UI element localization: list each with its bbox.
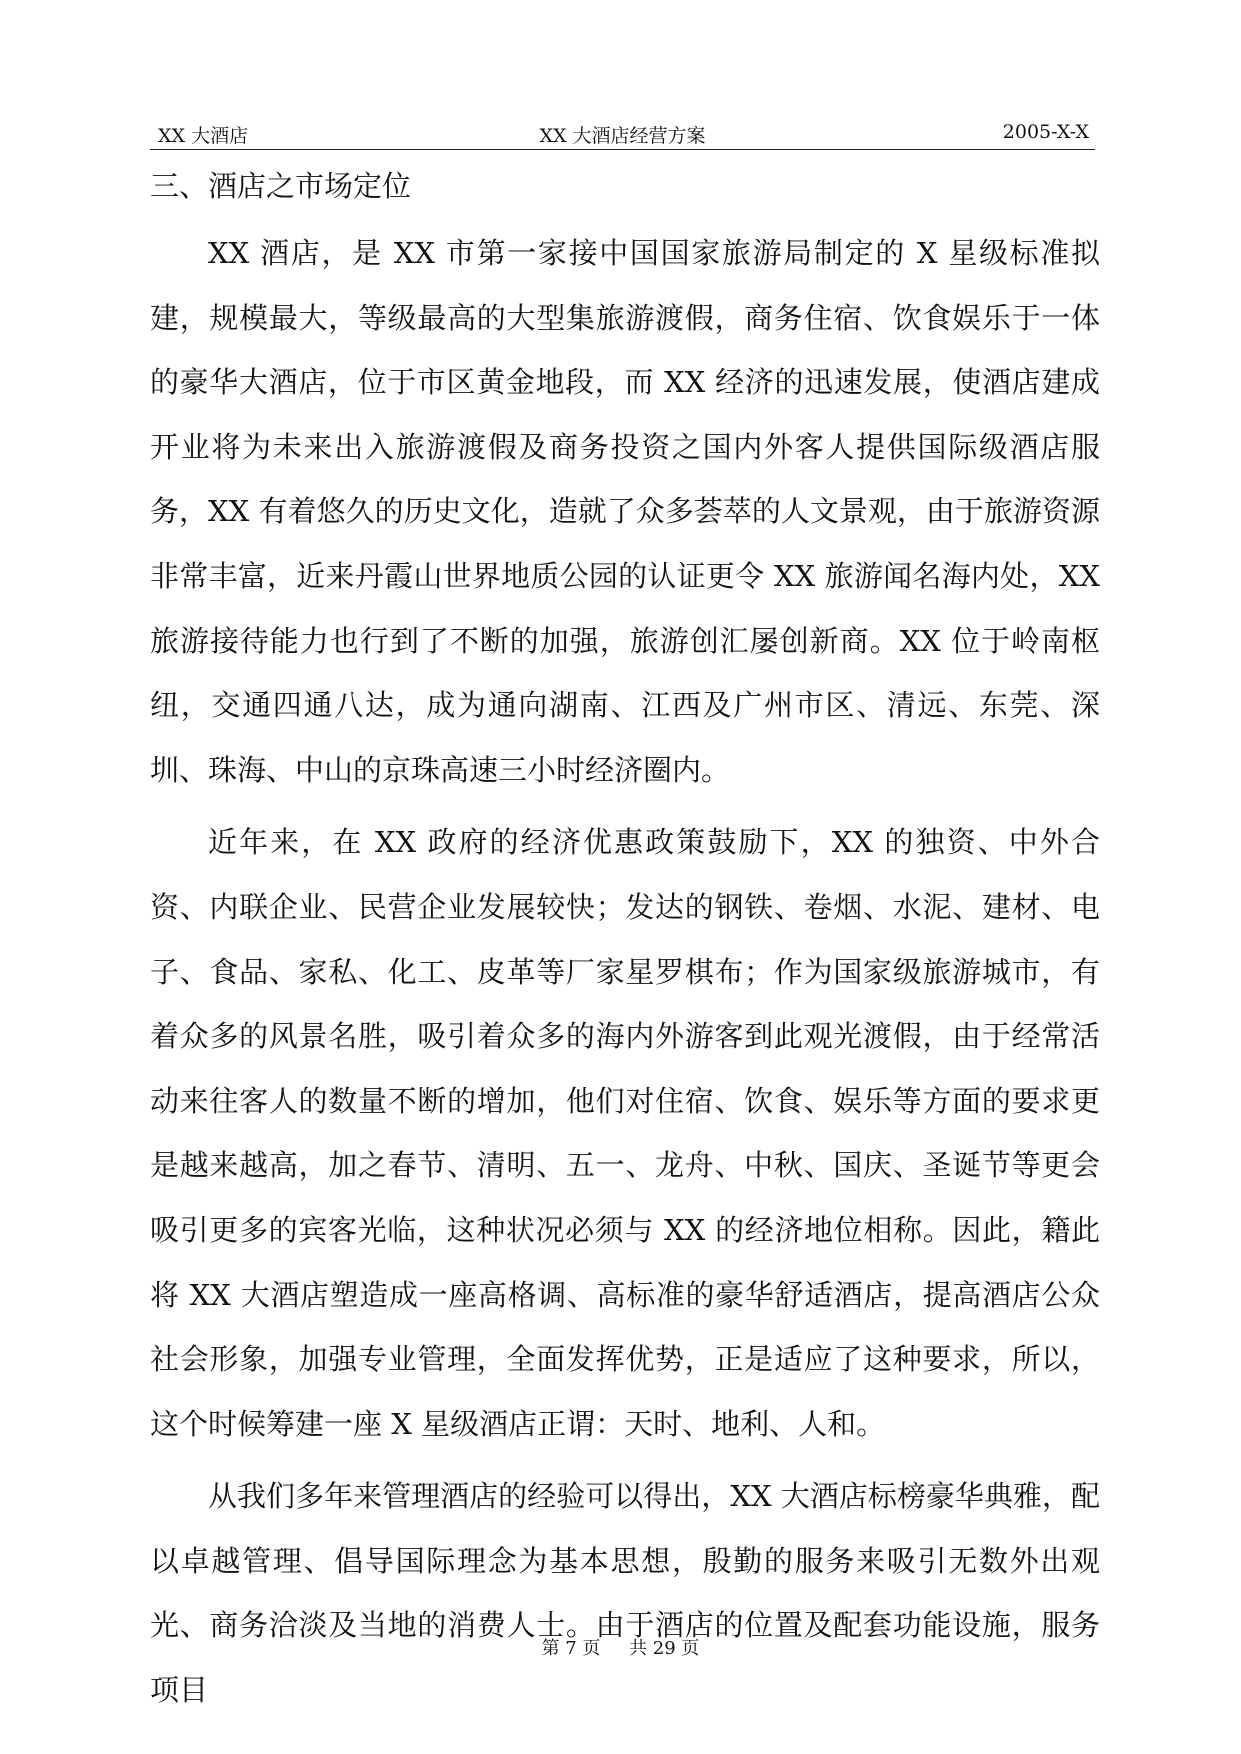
document-body xyxy=(150,157,1100,1723)
header-document-title: XX 大酒店经营方案 xyxy=(539,125,706,147)
paragraph-market-position: XX 酒店，是 XX 市第一家接中国国家旅游局制定的 X 星级标准拟建，规模最大，等级最高的大型集旅游渡假，商务住宿、饮食娱乐于一体的豪华大酒店，位于市区黄金地段，而 XX 经济的迅速发展，使酒店建成开业将为未来出入旅游渡假及商务投资之国内外客人提供国际级酒店服务，XX 有着悠久的历史文化，造就了众多荟萃的人文景观，由于旅游资源非常丰富，近来丹霞山世界地质公园的认证更令 XX 旅游闻名海内处，XX 旅游接待能力也行到了不断的加强，旅游创汇屡创新商。XX 位于岭南枢纽，交通四通八达，成为通向湖南、江西及广州市区、清远、东莞、深圳、珠海、中山的京珠高速三小时经济圈内。 xyxy=(150,236,1100,787)
section-title: 三、酒店之市场定位 xyxy=(150,169,412,203)
page-number: 第 7 页 xyxy=(541,1638,601,1659)
page-header xyxy=(150,117,1095,150)
page-footer xyxy=(0,1634,1241,1660)
paragraph-economic-context: 近年来，在 XX 政府的经济优惠政策鼓励下，XX 的独资、中外合资、内联企业、民营企业发展较快；发达的钢铁、卷烟、水泥、建材、电子、食品、家私、化工、皮革等厂家星罗棋布；作为国家级旅游城市，有着众多的风景名胜，吸引着众多的海内外游客到此观光渡假，由于经常活动来往客人的数量不断的增加，他们对住宿、饮食、娱乐等方面的要求更是越来越高，加之春节、清明、五一、龙舟、中秋、国庆、圣诞节等更会吸引更多的宾客光临，这种状况必须与 XX 的经济地位相称。因此，籍此将 XX 大酒店塑造成一座高格调、高标准的豪华舒适酒店，提高酒店公众社会形象，加强专业管理，全面发挥优势，正是适应了这种要求，所以，这个时候筹建一座 X 星级酒店正谓：天时、地利、人和。 xyxy=(150,825,1100,1441)
header-company-name: XX 大酒店 xyxy=(158,125,249,147)
page-total: 共 29 页 xyxy=(629,1638,700,1659)
header-date: 2005-X-X xyxy=(1002,121,1089,143)
paragraph-management-experience: 从我们多年来管理酒店的经验可以得出，XX 大酒店标榜豪华典雅，配以卓越管理、倡导国际理念为基本思想，殷勤的服务来吸引无数外出观光、商务洽淡及当地的消费人士。由于酒店的位置及配套功能设施，服务项目 xyxy=(150,1479,1100,1708)
